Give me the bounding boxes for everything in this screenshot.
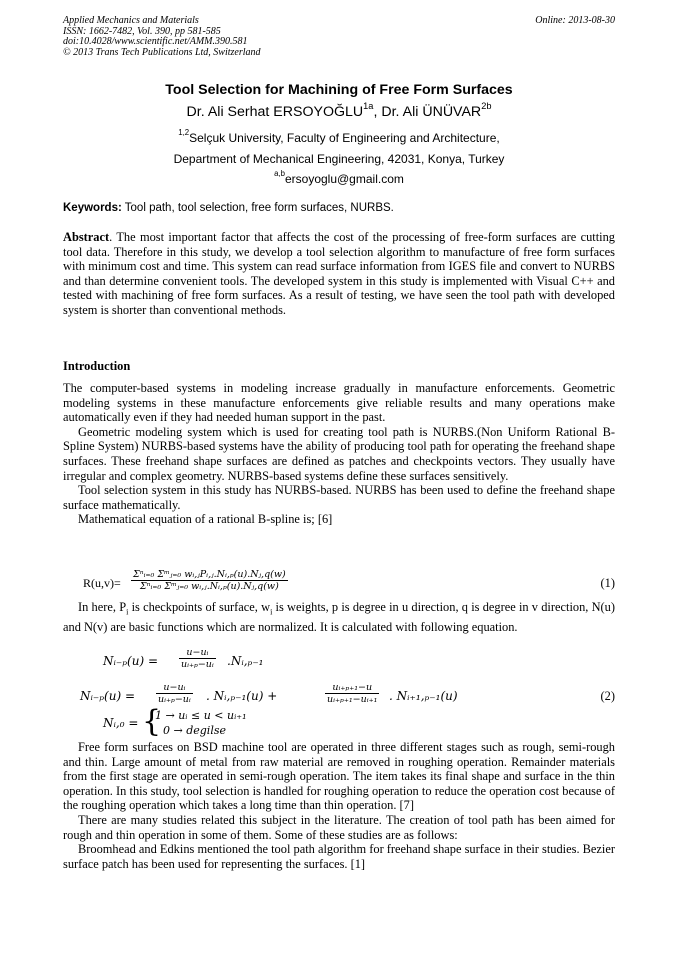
eq3-brace: { bbox=[142, 704, 162, 739]
affiliation-text-1: Selçuk University, Faculty of Engineering and Architecture, bbox=[189, 131, 500, 145]
eq2-f2-numerator: uᵢ₊ₚ₊₁−u bbox=[325, 682, 379, 694]
eq2-end: . Nᵢ₊₁,ₚ₋₁(u) bbox=[389, 689, 458, 703]
journal-name: Applied Mechanics and Materials bbox=[63, 15, 199, 26]
eqa-fraction bbox=[179, 647, 216, 670]
eq2-lhs: Nᵢ₋ₚ(u) = bbox=[80, 689, 136, 703]
author-2: Dr. Ali ÜNÜVAR bbox=[381, 104, 482, 120]
p5-part-a: In here, P bbox=[78, 600, 127, 614]
issn: ISSN: 1662-7482, Vol. 390, pp 581-585 bbox=[63, 25, 221, 37]
journal-header bbox=[63, 16, 615, 59]
email-sup: a,b bbox=[274, 169, 285, 178]
author-1-sup: 1a bbox=[363, 101, 374, 111]
paragraph-8: Broomhead and Edkins mentioned the tool path algorithm for freehand shape surface in their studies. Bezier surface patch has been used for representing the surfaces. [1] bbox=[63, 842, 615, 871]
eq3-case-2: 0 → degilse bbox=[163, 724, 226, 737]
introduction-body-2 bbox=[63, 740, 615, 871]
abstract-label: Abstract bbox=[63, 230, 110, 244]
eq2-middle: . Nᵢ,ₚ₋₁(u) + bbox=[206, 689, 278, 703]
eq1-number: (1) bbox=[600, 576, 615, 590]
eq1-lhs: R(u,v)= bbox=[83, 576, 121, 590]
keywords-label: Keywords: bbox=[63, 202, 122, 214]
eq2-fraction-2 bbox=[325, 682, 379, 705]
eqa-denominator: uᵢ₊ₚ−uᵢ bbox=[181, 659, 214, 670]
eqa-numerator: u−uᵢ bbox=[179, 647, 216, 659]
eq1-denominator: Σⁿᵢ₌₀ Σᵐⱼ₌₀ wᵢ,ⱼ.Nᵢ,ₚ(u).Nⱼ,q(w) bbox=[139, 581, 279, 592]
doi: doi:10.4028/www.scientific.net/AMM.390.581 bbox=[63, 36, 248, 48]
paragraph-1: The computer-based systems in modeling increase gradually in manufacture enforcements. Geometric modeling systems in these manufacture enforcements give reliable results and many operations make automatically even if they had needed human support in the past. bbox=[63, 381, 615, 425]
introduction-body bbox=[63, 381, 615, 527]
eqa-lhs: Nᵢ₋ₚ(u) = bbox=[103, 654, 159, 668]
email-line bbox=[0, 169, 678, 186]
email[interactable]: ersoyoglu@gmail.com bbox=[284, 172, 404, 186]
paragraph-5: In here, $P_i$ is checkpoints of surface, $w_i$ is weights, p is degree in u direction, q is degree in v direction, N(u) and N(v) are basic functions which are normalized. It is calculated with following equation. bbox=[63, 600, 615, 635]
paragraph-6: Free form surfaces on BSD machine tool are operated in three different stages such as rough, semi-rough and thin. Large amount of metal from raw material are removed in roughing operation. Remainder materials from the first stage are operated in semi-rough operation. The item takes its final shape and surface in the thin operation. In this study, tool selection is handled for roughing operation to reduce the operation cost because of the roughing operation which takes a long time than thin operation. [7] bbox=[63, 740, 615, 813]
paragraph-7: There are many studies related this subject in the literature. The creation of tool path has been aimed for rough and thin operation in some of them. Some of these studies are as follows: bbox=[63, 812, 615, 842]
p5-part-b: is checkpoints of surface, w bbox=[128, 600, 271, 614]
keywords bbox=[63, 202, 394, 214]
eq3-case-1: 1 → uᵢ ≤ u < uᵢ₊₁ bbox=[155, 709, 247, 722]
affiliation-sup: 1,2 bbox=[178, 128, 190, 137]
eq1-fraction bbox=[131, 569, 288, 592]
author-2-sup: 2b bbox=[481, 101, 492, 111]
eq3-lhs: Nᵢ,₀ = bbox=[103, 716, 139, 730]
eq2-number: (2) bbox=[600, 689, 615, 703]
p5-part-c: is weights, p is degree in u direction, q is degree in v direction, N(u) and N(v) are basic functions which are normalized. It is calculated with following equation. bbox=[63, 600, 615, 635]
eq1-numerator: Σⁿᵢ₌₀ Σᵐⱼ₌₀ wᵢ,ⱼPᵢ,ⱼ.Nᵢ,ₚ(u).Nⱼ,q(w) bbox=[133, 569, 286, 580]
section-heading-introduction: Introduction bbox=[63, 359, 131, 373]
author-separator: , bbox=[373, 104, 382, 120]
affiliation-line-1 bbox=[0, 128, 678, 145]
eq2-fraction-1 bbox=[156, 682, 193, 705]
affiliation-line-2: Department of Mechanical Engineering, 42031, Konya, Turkey bbox=[173, 152, 505, 166]
paragraph-2: Geometric modeling system which is used for creating tool path is NURBS.(Non Uniform Rational B-Spline System) NURBS-based systems have the ability of producing tool path for operating the freehand shape surfaces. These freehand shape surfaces are defined as patches and checkpoints vectors. They usually have irregular and complex geometry. NURBS-based systems define these surfaces sensitively. bbox=[63, 424, 615, 483]
paragraph-3: Tool selection system in this study has NURBS-based. NURBS has been used to define the freehand shape surface mathematically. bbox=[63, 483, 615, 512]
paragraph-4: Mathematical equation of a rational B-spline is; [6] bbox=[78, 512, 333, 527]
abstract-text: . The most important factor that affects the cost of the processing of free-form surfaces are cutting tool data. Therefore in this study, we develop a tool selection algorithm to manufacture of free form surfaces with minimum cost and time. This system can read surface information from IGES file and convert to NURBS and than determine convenient tools. The developed system in this study is implemented with Visual C++ and tested with machining of free form surfaces. As a result of testing, we have seen the tool path with developed system is shorter than conventional methods. bbox=[63, 230, 615, 317]
paper-title: Tool Selection for Machining of Free Form Surfaces bbox=[165, 82, 513, 98]
eq2-f1-numerator: u−uᵢ bbox=[156, 682, 193, 694]
eqa-rhs: .Nᵢ,ₚ₋₁ bbox=[227, 654, 264, 668]
eq2-f2-denominator: uᵢ₊ₚ₊₁−uᵢ₊₁ bbox=[327, 694, 378, 705]
online-date: Online: 2013-08-30 bbox=[535, 15, 615, 26]
eq2-f1-denominator: uᵢ₊ₚ−uᵢ bbox=[158, 694, 191, 705]
keywords-text: Tool path, tool selection, free form surfaces, NURBS. bbox=[121, 202, 394, 214]
copyright: © 2013 Trans Tech Publications Ltd, Switzerland bbox=[63, 47, 261, 59]
authors bbox=[0, 101, 678, 120]
author-1: Dr. Ali Serhat ERSOYOĞLU bbox=[186, 104, 364, 120]
abstract bbox=[63, 230, 615, 318]
